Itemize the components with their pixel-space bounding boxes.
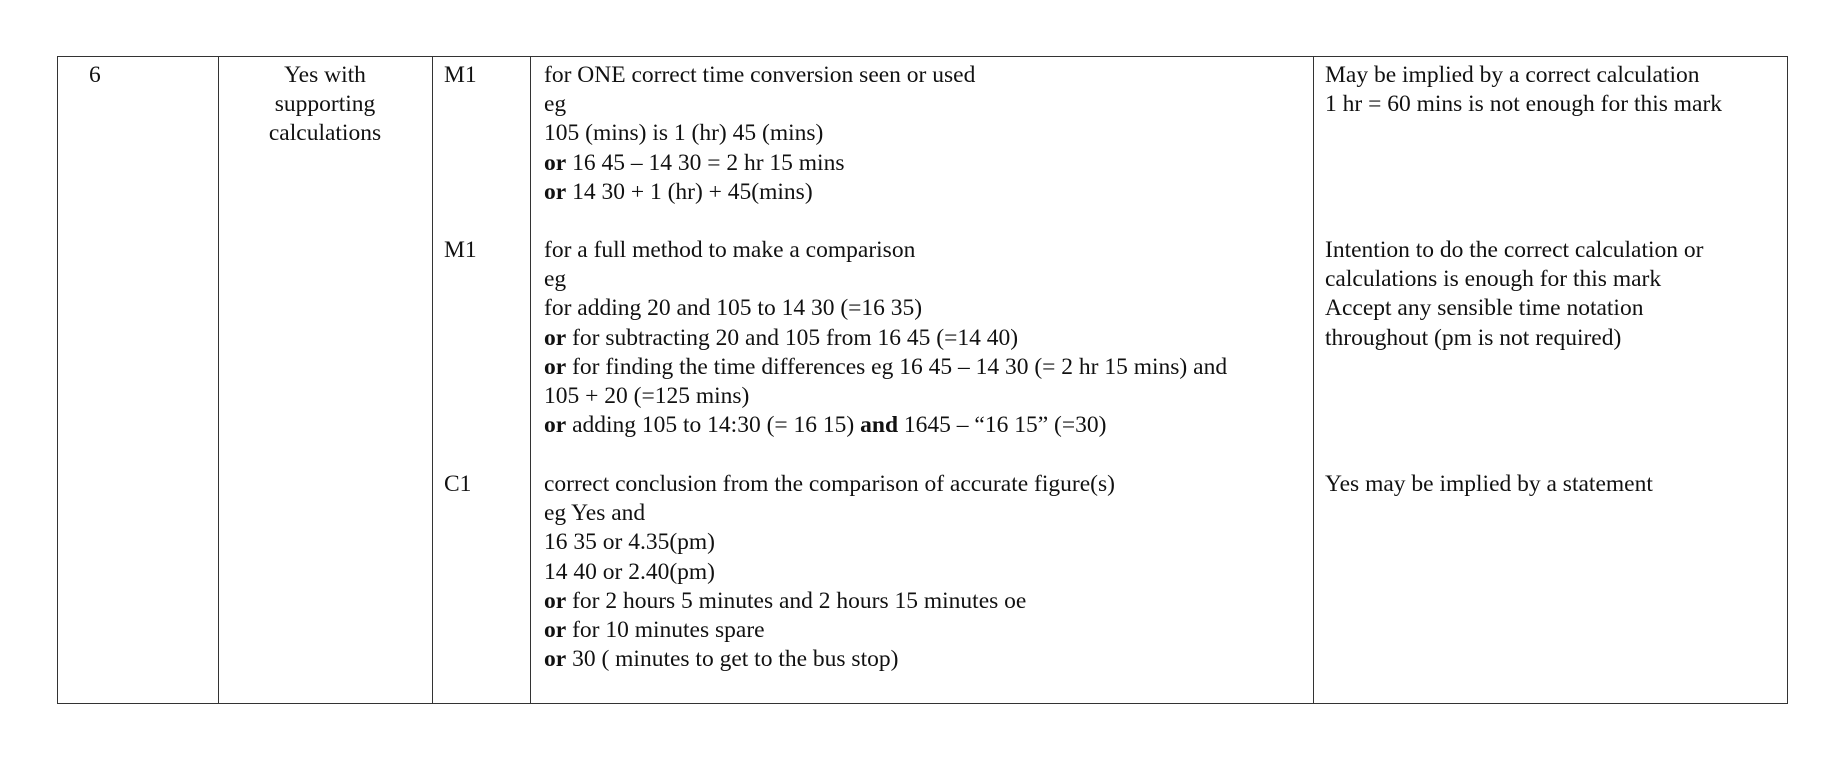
guidance-text: for 2 hours 5 minutes and 2 hours 15 minutes oe (566, 587, 1027, 614)
answer-cell (220, 61, 430, 149)
guidance-line (544, 265, 1227, 294)
guidance-line (544, 411, 1227, 440)
guidance-text: 14 40 or 2.40(pm) (544, 558, 716, 585)
keyword-text: or (544, 617, 567, 644)
guidance-line (544, 119, 975, 148)
guidance-line (544, 324, 1227, 353)
comment-line: Yes may be implied by a statement (1325, 471, 1653, 497)
additional-guidance (1325, 61, 1722, 119)
additional-guidance (1325, 236, 1703, 353)
guidance-text: eg (544, 91, 567, 118)
guidance-line (544, 90, 975, 119)
guidance-line (544, 616, 1115, 645)
comment-line: 1 hr = 60 mins is not enough for this mark (1325, 91, 1723, 118)
guidance-text: eg (544, 266, 567, 293)
guidance-line (544, 178, 975, 207)
guidance-line (544, 645, 1115, 674)
guidance-text: adding 105 to 14:30 (= 16 15) (566, 412, 861, 439)
keyword-text: or (544, 587, 567, 614)
keyword-text: or (544, 149, 567, 176)
column-divider (1313, 57, 1314, 703)
guidance-line (544, 353, 1227, 382)
guidance-line (544, 149, 975, 178)
guidance-text: for a full method to make a comparison (544, 237, 916, 263)
column-divider (218, 57, 219, 703)
guidance-line (544, 294, 1227, 323)
keyword-text: or (544, 412, 567, 439)
keyword-text: or (544, 178, 567, 205)
guidance-line (544, 528, 1115, 557)
guidance-line (544, 558, 1115, 587)
answer-line: supporting (274, 91, 376, 118)
keyword-text: or (544, 324, 567, 351)
comment-line: Intention to do the correct calculation or (1325, 237, 1704, 263)
question-number: 6 (89, 62, 101, 88)
guidance-text: 16 35 or 4.35(pm) (544, 529, 716, 556)
guidance-text: for finding the time differences eg 16 45 – 14 30 (= 2 hr 15 mins) and (566, 353, 1228, 380)
guidance-text: 30 ( minutes to get to the bus stop) (566, 646, 899, 673)
answer-line: calculations (268, 120, 382, 147)
guidance-line (544, 61, 975, 90)
mark-code: C1 (444, 471, 472, 497)
mark-guidance (544, 470, 1115, 674)
guidance-text: for ONE correct time conversion seen or used (544, 62, 976, 88)
guidance-text: for subtracting 20 and 105 from 16 45 (=14 40) (566, 324, 1019, 351)
mark-guidance (544, 236, 1227, 440)
guidance-text: 14 30 + 1 (hr) + 45(mins) (566, 178, 813, 205)
guidance-text: for adding 20 and 105 to 14 30 (=16 35) (544, 295, 923, 322)
guidance-line (544, 587, 1115, 616)
answer-line: Yes with (284, 62, 366, 88)
keyword-text: or (544, 646, 567, 673)
guidance-text: 105 (mins) is 1 (hr) 45 (mins) (544, 120, 824, 147)
column-divider (432, 57, 433, 703)
guidance-line (544, 499, 1115, 528)
guidance-text: 16 45 – 14 30 = 2 hr 15 mins (566, 149, 845, 176)
mark-code: M1 (444, 62, 477, 88)
guidance-text: eg Yes and (544, 500, 646, 527)
comment-line: calculations is enough for this mark (1325, 266, 1662, 293)
keyword-text: or (544, 353, 567, 380)
guidance-line (544, 470, 1115, 499)
guidance-text: 105 + 20 (=125 mins) (544, 383, 750, 410)
mark-code: M1 (444, 237, 477, 263)
mark-scheme-table (57, 56, 1788, 704)
comment-line: throughout (pm is not required) (1325, 324, 1622, 351)
additional-guidance (1325, 470, 1653, 499)
guidance-line (544, 382, 1227, 411)
comment-line: May be implied by a correct calculation (1325, 62, 1700, 88)
guidance-text: 1645 – “16 15” (=30) (898, 412, 1107, 439)
keyword-text: and (860, 412, 899, 439)
comment-line: Accept any sensible time notation (1325, 295, 1644, 322)
column-divider (530, 57, 531, 703)
guidance-text: correct conclusion from the comparison of accurate figure(s) (544, 471, 1115, 497)
guidance-line (544, 236, 1227, 265)
mark-guidance (544, 61, 975, 207)
guidance-text: for 10 minutes spare (566, 617, 765, 644)
